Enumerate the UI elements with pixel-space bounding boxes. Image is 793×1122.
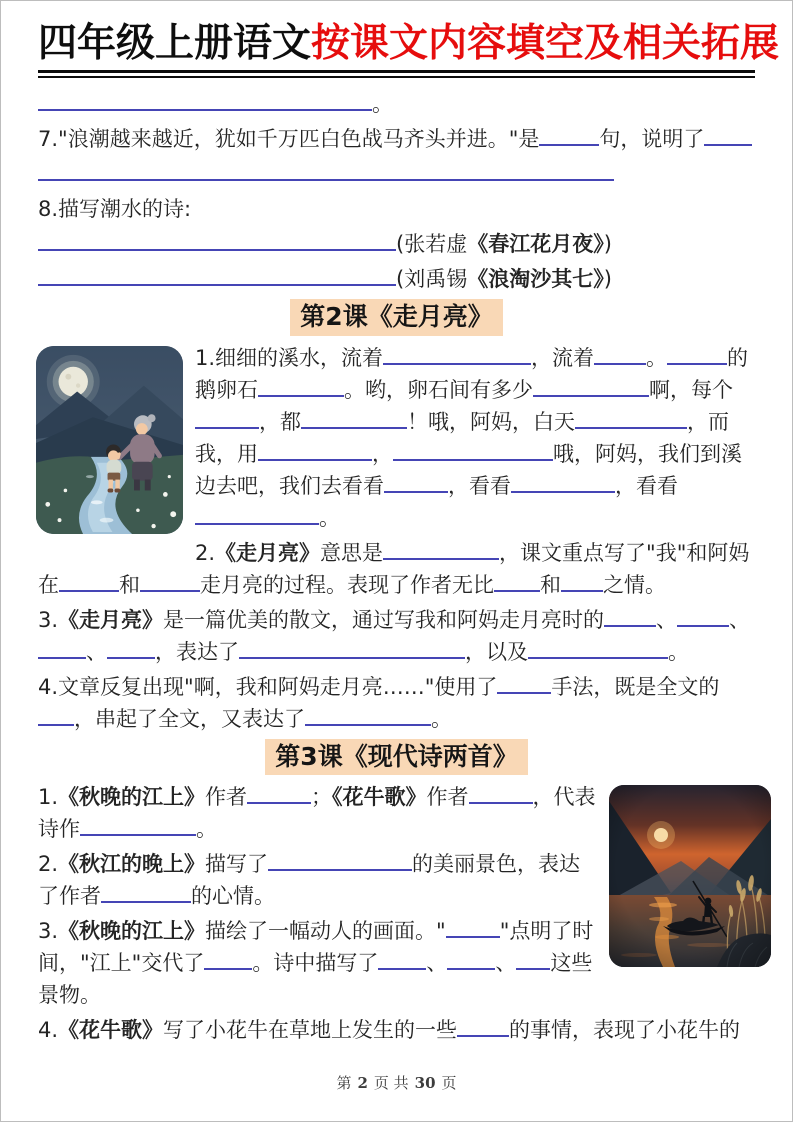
- page-title: [38, 21, 780, 78]
- fill-in-blank: [528, 636, 668, 659]
- text-run: ): [603, 232, 612, 257]
- text-run: ！哦，阿妈，白天: [407, 409, 575, 434]
- text-run: 的事情，表现了小花牛的: [509, 1018, 741, 1043]
- question-paragraph: [38, 88, 755, 120]
- text-run: ；: [311, 785, 333, 810]
- fill-in-blank: [494, 569, 540, 592]
- fill-in-blank: [59, 569, 119, 592]
- text-run: 3.: [38, 919, 59, 944]
- fill-in-blank: [38, 228, 396, 251]
- text-run: ，都: [259, 409, 301, 434]
- text-run: 描绘了一幅动人的画面。": [205, 919, 446, 944]
- text-run: "点明了时间，"江上"交代了: [38, 919, 594, 976]
- text-run: 和: [540, 572, 561, 597]
- fill-in-blank: [195, 406, 259, 429]
- book-title-text: 《花牛歌》: [58, 1018, 164, 1043]
- text-run: 。: [319, 505, 340, 530]
- text-run: 啊，每个: [649, 377, 733, 402]
- fill-in-blank: [511, 470, 615, 493]
- section-header-lesson2: 第2课《走月亮》: [290, 299, 502, 336]
- text-run: 8.描写潮水的诗:: [38, 197, 192, 222]
- text-run: 、: [729, 607, 751, 632]
- section-header-wrap-lesson3: [38, 739, 755, 776]
- fill-in-blank: [667, 342, 727, 365]
- text-run: 写了小花牛在草地上发生的一些: [163, 1018, 458, 1043]
- text-run: ，: [372, 441, 393, 466]
- fill-in-blank: [80, 813, 196, 836]
- fill-in-blank: [447, 947, 495, 970]
- book-title-text: 《走月亮》: [58, 607, 164, 632]
- question-paragraph: [38, 123, 755, 155]
- text-run: 1.: [38, 785, 59, 810]
- fill-in-blank: [247, 781, 311, 804]
- text-run: 2.: [195, 540, 216, 565]
- text-run: 作者: [426, 785, 469, 810]
- fill-in-blank: [457, 1014, 509, 1037]
- fill-in-blank: [204, 947, 252, 970]
- text-run: 手法，既是全文的: [551, 674, 720, 699]
- text-run: 是一篇优美的散文，通过写我和阿妈走月亮时的: [163, 607, 605, 632]
- text-run: 哦，阿妈，我们到溪边去吧，我们去看看: [195, 441, 742, 498]
- fill-in-blank: [38, 263, 396, 286]
- fill-in-blank: [446, 915, 500, 938]
- text-run: 、: [86, 639, 107, 664]
- fill-in-blank: [301, 406, 407, 429]
- moon-walk-graphic: [36, 346, 183, 534]
- text-run: 意思是: [320, 540, 384, 565]
- text-run: 1.细细的溪水，流着: [195, 345, 384, 370]
- intro-questions: [38, 88, 755, 295]
- text-run: (刘禹锡: [396, 267, 468, 292]
- text-run: ，串起了全文，又表达了: [74, 706, 305, 731]
- text-run: 之情。: [603, 572, 666, 597]
- text-run: (张若虚: [396, 232, 468, 257]
- text-run: 。: [372, 92, 393, 117]
- text-run: 和: [119, 572, 140, 597]
- text-run: 的心情。: [191, 884, 275, 909]
- footer-prefix: 第: [336, 1074, 352, 1092]
- text-run: ，看看: [615, 473, 678, 498]
- page-number: 2: [357, 1074, 368, 1092]
- text-run: 描写了: [205, 852, 269, 877]
- book-title-text: 《花牛歌》: [332, 785, 427, 810]
- fill-in-blank: [101, 880, 191, 903]
- fill-in-blank: [383, 342, 531, 365]
- title-red-part: 按课文内容填空及相关拓展: [311, 21, 780, 66]
- text-run: 的美丽景色，表达了作者: [38, 852, 581, 909]
- fill-in-blank: [268, 848, 412, 871]
- fill-in-blank: [469, 781, 533, 804]
- title-black-part: 四年级上册语文: [38, 21, 312, 66]
- text-run: 4.文章反复出现"啊，我和阿妈走月亮……"使用了: [38, 674, 498, 699]
- fill-in-blank: [38, 703, 74, 726]
- fill-in-blank: [497, 671, 551, 694]
- text-run: 、: [426, 951, 448, 976]
- fill-in-blank: [561, 569, 603, 592]
- fill-in-blank: [305, 703, 431, 726]
- text-run: 。哟，卵石间有多少: [344, 377, 533, 402]
- text-run: 。: [431, 706, 452, 731]
- fill-in-blank: [239, 636, 465, 659]
- fill-in-blank: [38, 158, 614, 181]
- question-paragraph: [38, 604, 755, 668]
- section-header-wrap-lesson2: [38, 299, 755, 336]
- book-title-text: 《秋江的晚上》: [58, 852, 206, 877]
- fill-in-blank: [140, 569, 200, 592]
- book-title-text: 《秋晚的江上》: [58, 785, 206, 810]
- book-title-text: 《走月亮》: [215, 540, 321, 565]
- text-run: 句，说明了: [599, 127, 705, 152]
- text-run: ，表达了: [155, 639, 239, 664]
- fill-in-blank: [594, 342, 646, 365]
- text-run: 。诗中描写了: [252, 951, 379, 976]
- text-run: 2.: [38, 852, 59, 877]
- question-paragraph: [38, 537, 755, 601]
- text-run: 。: [668, 639, 689, 664]
- text-run: 7."浪潮越来越近，犹如千万匹白色战马齐头并进。"是: [38, 127, 540, 152]
- question-paragraph: [38, 193, 755, 225]
- total-pages: 30: [414, 1074, 436, 1092]
- fill-in-blank: [258, 374, 344, 397]
- fill-in-blank: [383, 537, 499, 560]
- text-run: 。: [646, 345, 668, 370]
- fill-in-blank: [604, 604, 656, 627]
- question-paragraph: [38, 1014, 755, 1046]
- full-moon: [59, 366, 88, 396]
- lesson3-body: [38, 781, 755, 1046]
- footer-suffix: 页: [441, 1074, 457, 1092]
- text-run: 。: [196, 817, 217, 842]
- fill-in-blank: [378, 947, 426, 970]
- sunset-river-photo: [609, 785, 771, 967]
- fill-in-blank: [575, 406, 687, 429]
- text-run: ，以及: [465, 639, 528, 664]
- text-run: ，看看: [448, 473, 511, 498]
- book-title-text: 《浪淘沙其七》: [467, 267, 604, 292]
- text-run: ，流着: [531, 345, 595, 370]
- fill-in-blank: [704, 123, 752, 146]
- lesson2-body: [38, 342, 755, 735]
- fill-in-blank: [107, 636, 155, 659]
- text-run: 走月亮的过程。表现了作者无比: [200, 572, 494, 597]
- page-footer: [1, 1072, 792, 1093]
- text-run: ，而我，用: [195, 409, 729, 466]
- text-run: 、: [656, 607, 678, 632]
- question-paragraph: [38, 263, 755, 295]
- book-title-text: 《春江花月夜》: [467, 232, 604, 257]
- text-run: 3.: [38, 607, 59, 632]
- section-header-lesson3: 第3课《现代诗两首》: [265, 739, 527, 776]
- question-paragraph: [38, 158, 755, 190]
- text-run: ): [603, 267, 612, 292]
- text-run: 作者: [205, 785, 248, 810]
- fill-in-blank: [38, 636, 86, 659]
- fill-in-blank: [258, 438, 372, 461]
- fill-in-blank: [393, 438, 553, 461]
- text-run: 4.: [38, 1018, 59, 1043]
- footer-middle: 页 共: [373, 1074, 409, 1092]
- fill-in-blank: [516, 947, 550, 970]
- fill-in-blank: [38, 88, 372, 111]
- fill-in-blank: [384, 470, 448, 493]
- text-run: 的鹅卵石: [195, 345, 749, 402]
- sunset-river-graphic: [609, 785, 771, 967]
- fill-in-blank: [539, 123, 599, 146]
- fill-in-blank: [533, 374, 649, 397]
- book-title-text: 《秋晚的江上》: [58, 919, 206, 944]
- text-run: 、: [495, 951, 517, 976]
- text-run: 这些景物。: [38, 951, 593, 1008]
- fill-in-blank: [677, 604, 729, 627]
- moon-walk-illustration: [36, 346, 183, 534]
- question-paragraph: [38, 228, 755, 260]
- text-run: ，课文重点写了"我"和阿妈在: [38, 540, 750, 597]
- question-paragraph: [38, 671, 755, 735]
- fill-in-blank: [195, 502, 319, 525]
- text-run: ，代表诗作: [38, 785, 596, 842]
